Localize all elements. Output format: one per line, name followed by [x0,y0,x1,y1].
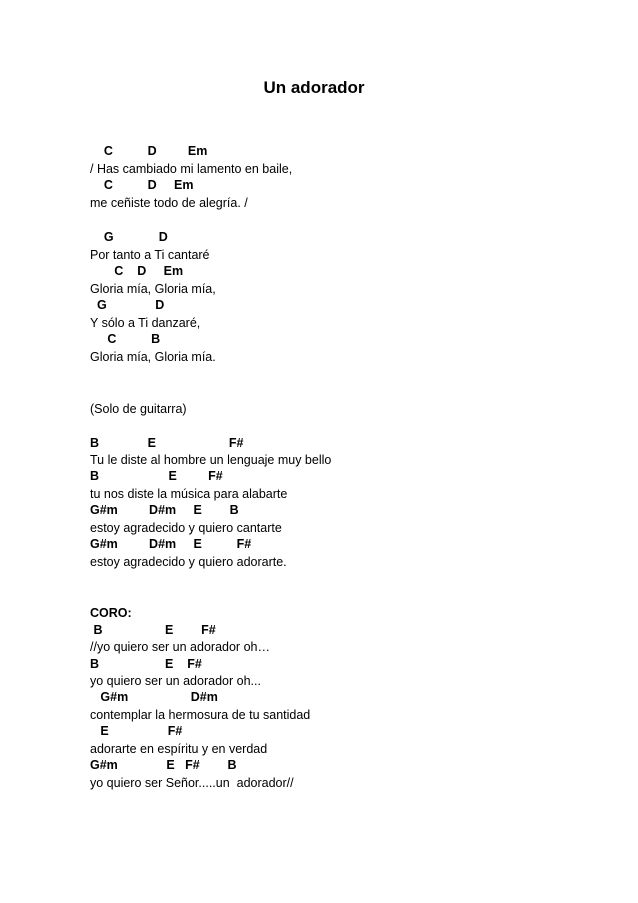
chord-line: B E F# [90,657,202,671]
chord-line: C B [90,332,161,346]
lyric-line: Gloria mía, Gloria mía. [90,350,216,364]
chord-line: B E F# [90,623,216,637]
lyric-line: Por tanto a Ti cantaré [90,248,210,262]
lyric-line: yo quiero ser Señor.....un adorador// [90,776,294,790]
lyric-line: estoy agradecido y quiero cantarte [90,521,282,535]
chord-line: G#m E F# B [90,758,237,772]
lyric-line: Tu le diste al hombre un lenguaje muy bello [90,453,332,467]
lyric-line: estoy agradecido y quiero adorarte. [90,555,287,569]
song-title: Un adorador [263,78,365,97]
lyric-line: me ceñiste todo de alegría. / [90,196,248,210]
chord-line: G D [90,298,165,312]
section-heading: CORO: [90,606,132,620]
chord-line: C D Em [90,178,194,192]
chord-line: E F# [90,724,183,738]
chord-line: B E F# [90,436,244,450]
chord-line: G#m D#m [90,690,218,704]
lyric-line: //yo quiero ser un adorador oh… [90,640,270,654]
chord-line: G#m D#m E F# [90,537,252,551]
lyric-line: adorarte en espíritu y en verdad [90,742,268,756]
section-note: (Solo de guitarra) [90,402,187,416]
lyric-line: contemplar la hermosura de tu santidad [90,708,311,722]
lyric-line: / Has cambiado mi lamento en baile, [90,162,293,176]
lyric-line: tu nos diste la música para alabarte [90,487,288,501]
chord-line: C D Em [90,264,184,278]
lyric-line: Gloria mía, Gloria mía, [90,282,216,296]
chord-line: B E F# [90,469,223,483]
chord-line: G#m D#m E B [90,503,239,517]
chord-line: G D [90,230,168,244]
lyric-line: Y sólo a Ti danzaré, [90,316,201,330]
lyric-line: yo quiero ser un adorador oh... [90,674,261,688]
chord-line: C D Em [90,144,208,158]
